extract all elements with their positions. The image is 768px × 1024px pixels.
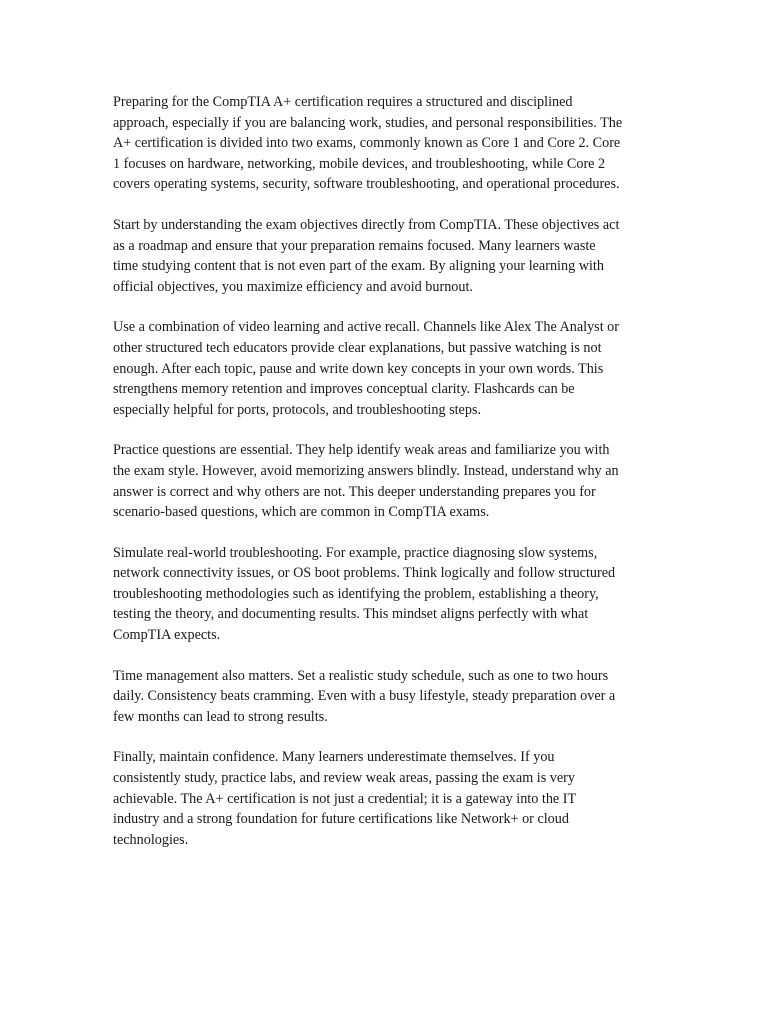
document-body (113, 92, 658, 870)
paragraph-intro: Preparing for the CompTIA A+ certification requires a structured and disciplined approach, especially if you are balancing work, studies, and personal responsibilities. The A+ certification is divided into two exams, commonly known as Core 1 and Core 2. Core 1 focuses on hardware, networking, mobile devices, and troubleshooting, while Core 2 covers operating systems, security, software troubleshooting, and operational procedures. (113, 94, 623, 193)
paragraph-exam-objectives: Start by understanding the exam objectives directly from CompTIA. These objectives act as a roadmap and ensure that your preparation remains focused. Many learners waste time studying content that is not even part of the exam. By aligning your learning with official objectives, you maximize efficiency and avoid burnout. (113, 216, 620, 295)
paragraph-conclusion: Finally, maintain confidence. Many learners underestimate themselves. If you consistently study, practice labs, and review weak areas, passing the exam is very achievable. The A+ certification is not just a credential; it is a gateway into the IT industry and a strong foundation for future certifications like Network+ or cloud technologies. (113, 749, 577, 848)
paragraph-time-management: Time management also matters. Set a realistic study schedule, such as one to two hours daily. Consistency beats cramming. Even with a busy lifestyle, steady preparation over a few months can lead to strong results. (113, 667, 616, 725)
paragraph-practice-questions: Practice questions are essential. They help identify weak areas and familiarize you with the exam style. However, avoid memorizing answers blindly. Instead, understand why an answer is correct and why others are not. This deeper understanding prepares you for scenario-based questions, which are common in CompTIA exams. (113, 442, 619, 521)
paragraph-video-learning: Use a combination of video learning and active recall. Channels like Alex The Analyst or other structured tech educators provide clear explanations, but passive watching is not enough. After each topic, pause and write down key concepts in your own words. This strengthens memory retention and improves conceptual clarity. Flashcards can be especially helpful for ports, protocols, and troubleshooting steps. (113, 319, 620, 418)
paragraph-troubleshooting: Simulate real-world troubleshooting. For example, practice diagnosing slow systems, network connectivity issues, or OS boot problems. Think logically and follow structured troubleshooting methodologies such as identifying the problem, establishing a theory, testing the theory, and documenting results. This mindset aligns perfectly with what CompTIA expects. (113, 544, 616, 644)
